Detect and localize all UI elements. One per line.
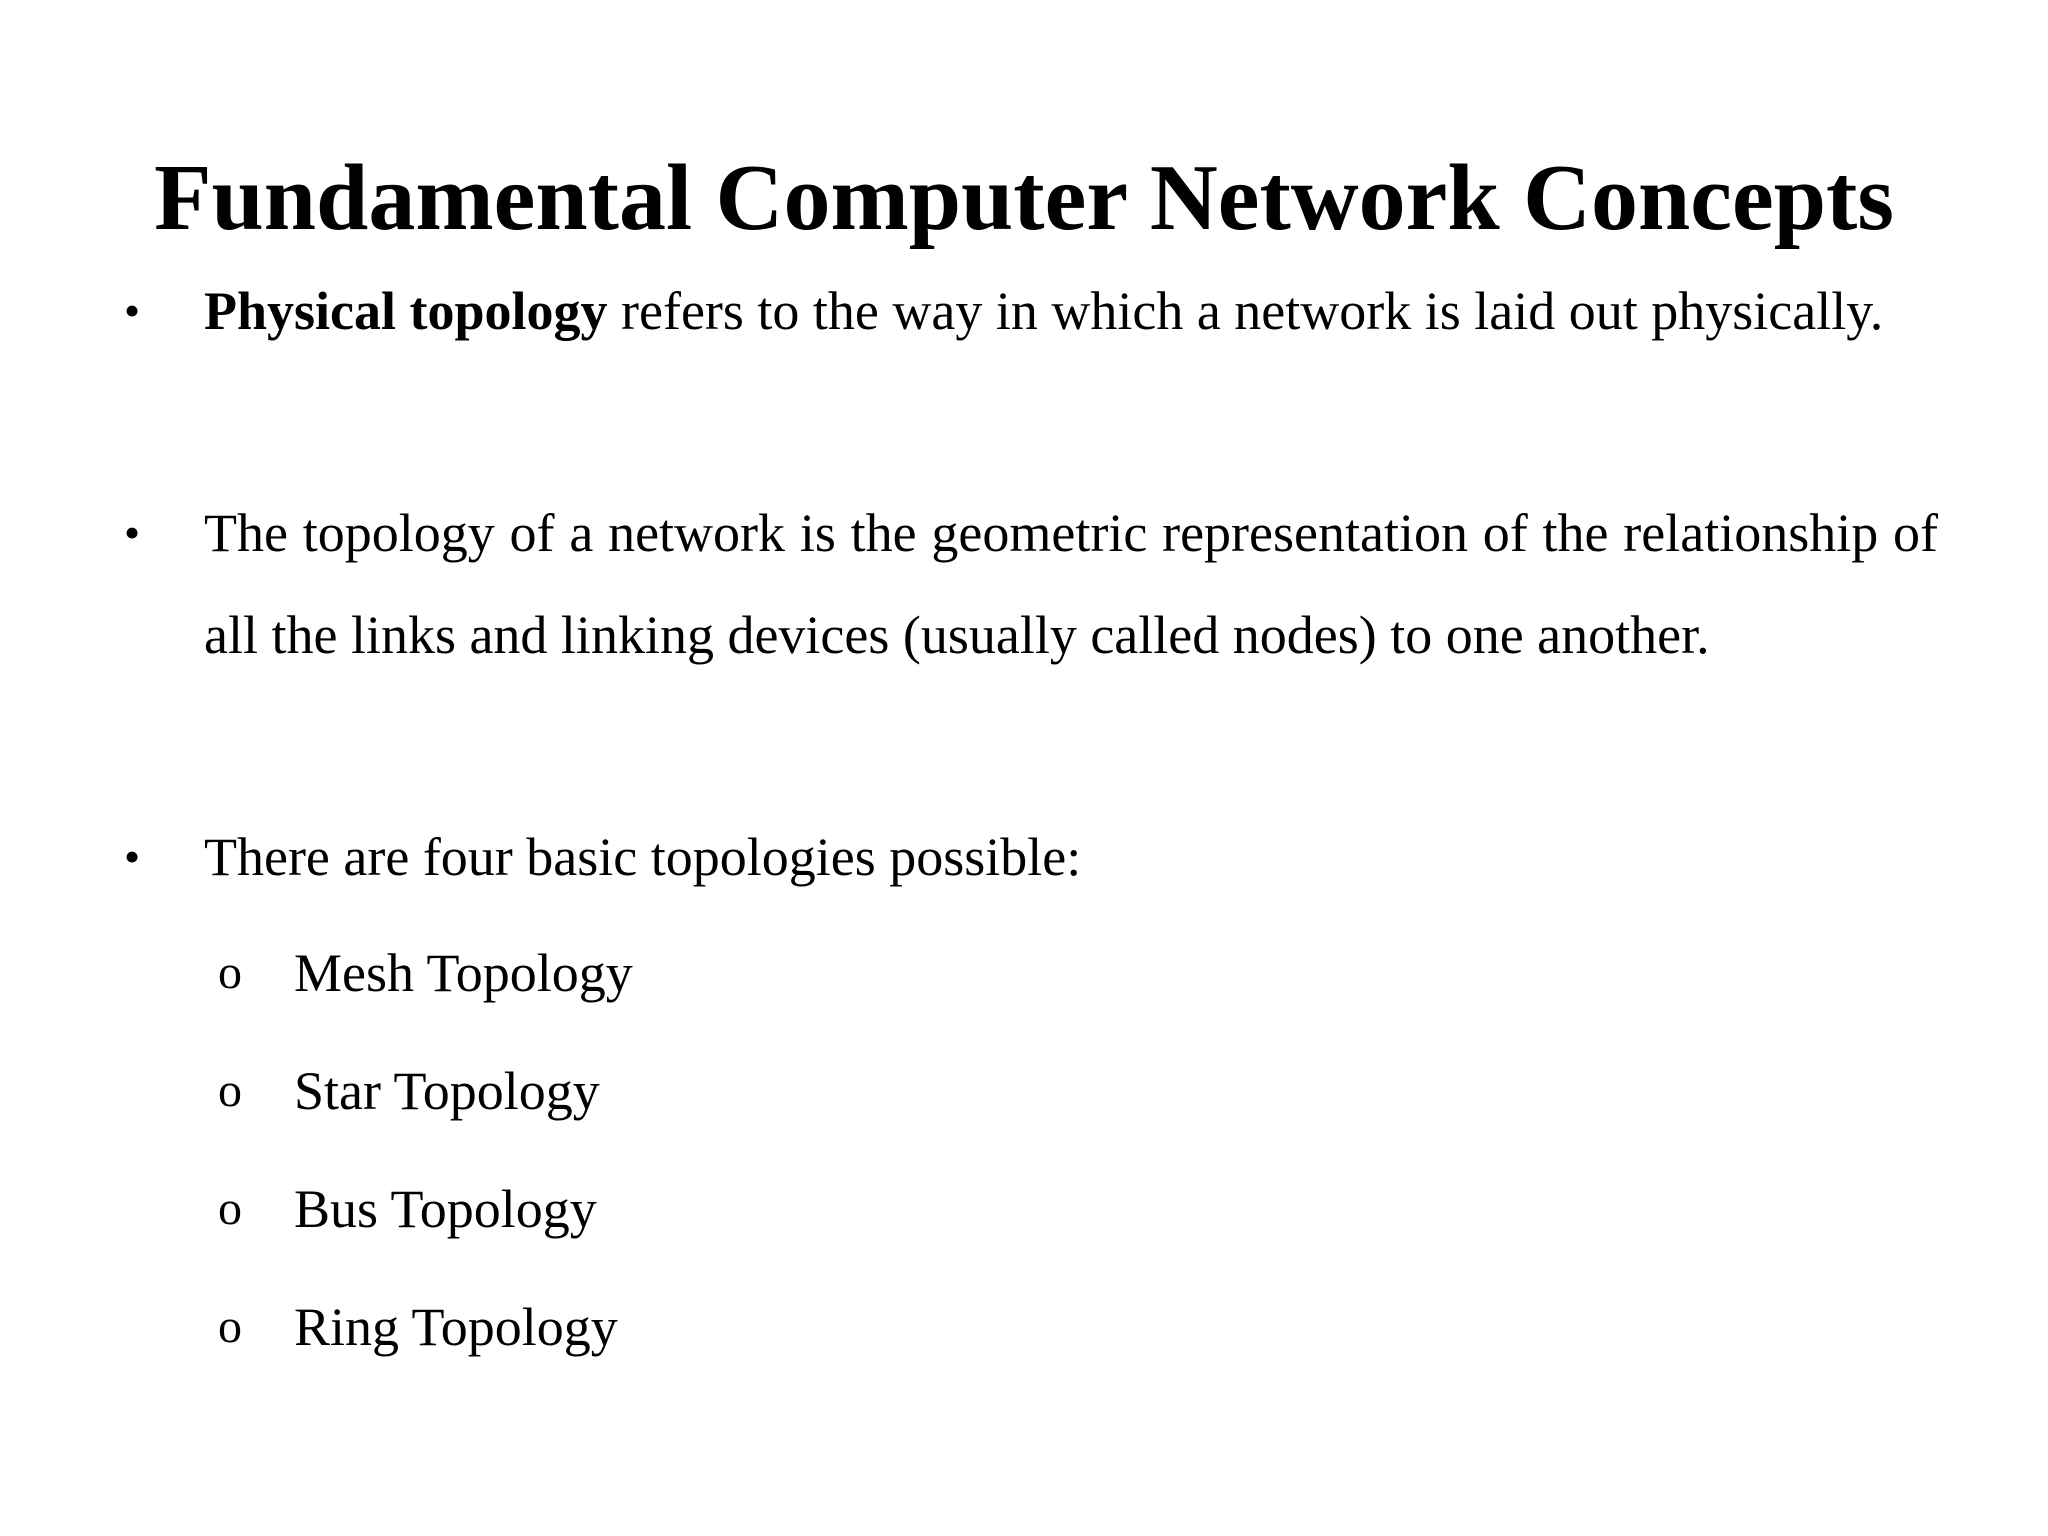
bullet-four-topologies: There are four basic topologies possible:: [204, 827, 1082, 887]
sub-marker: o: [218, 1300, 242, 1353]
sub-item-bus: Bus Topology: [294, 1179, 597, 1239]
sub-item-star: Star Topology: [294, 1061, 600, 1121]
bullet-physical-topology: [204, 260, 1938, 362]
sub-marker: o: [218, 946, 242, 999]
sub-item-mesh: Mesh Topology: [294, 943, 633, 1003]
bullet-marker: •: [124, 285, 141, 336]
slide-title: Fundamental Computer Network Concepts: [154, 146, 1894, 250]
sub-marker: o: [218, 1064, 242, 1117]
bullet-bold-lead: Physical topology: [204, 281, 608, 341]
sub-marker: o: [218, 1182, 242, 1235]
sub-item-ring: Ring Topology: [294, 1297, 618, 1357]
bullet-marker: •: [124, 831, 141, 882]
bullet-marker: •: [124, 507, 141, 558]
bullet-text: refers to the way in which a network is laid out physically.: [607, 281, 1884, 341]
bullet-topology-definition: The topology of a network is the geometric representation of the relationship of all the links and linking devices (usually called nodes) to one another.: [204, 503, 1938, 665]
